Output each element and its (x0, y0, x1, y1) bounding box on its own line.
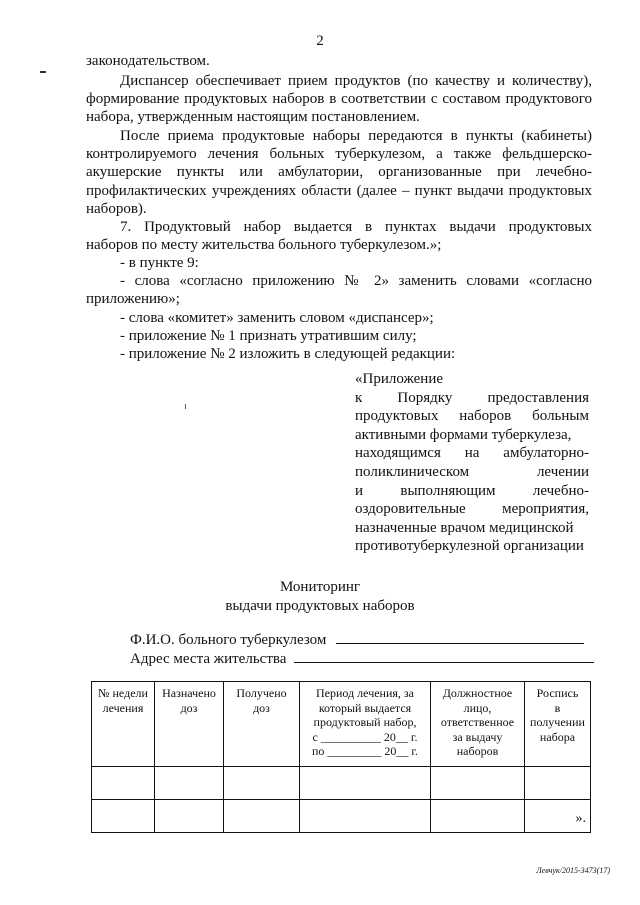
document-code: Левчук/2015-3473(17) (536, 866, 610, 875)
list-item: - в пункте 9: (120, 255, 199, 271)
patient-name-line (336, 629, 584, 644)
patient-name-field (130, 629, 584, 649)
text-line: законодательством. (86, 53, 210, 69)
table-row (92, 800, 591, 833)
header-period: Период лечения, за который выдается продуктовый набор, с __________ 20__ г. по _________ 20__ г. (300, 682, 431, 767)
header-prescribed: Назначено доз (155, 682, 224, 767)
table-cell (431, 767, 525, 800)
form-title-line-1: Мониторинг (279, 579, 361, 595)
page-number: 2 (316, 33, 324, 49)
appendix-line: продуктовых наборов больным (355, 408, 589, 425)
paragraph-4 (86, 218, 592, 254)
table-cell (224, 800, 300, 833)
table-cell (525, 767, 591, 800)
table-cell (431, 800, 525, 833)
paragraph-2 (86, 72, 592, 127)
form-title-line-2: выдачи продуктовых наборов (225, 598, 415, 614)
header-week: № недели лечения (92, 682, 155, 767)
text-line: контролируемого лечения больных туберкулезом, а также фельдшерско- (86, 146, 592, 163)
form-title (0, 578, 640, 616)
text-line: наборов по месту жительства больного туберкулезом.»; (86, 237, 442, 254)
text-line: После приема продуктовые наборы передаются в пункты (кабинеты) (120, 128, 592, 144)
closing-quote: ». (575, 811, 586, 826)
table-cell (92, 767, 155, 800)
text-line: Диспансер обеспечивает прием продуктов (по качеству и количеству), (120, 73, 592, 89)
address-label: Адрес места жительства (130, 651, 287, 667)
list-item: - слова «комитет» заменить словом «диспансер»; (120, 309, 434, 326)
address-field (130, 648, 594, 668)
list-item: приложению»; (86, 291, 180, 308)
table-cell (300, 800, 431, 833)
margin-dot (185, 404, 186, 409)
paragraph-3 (86, 127, 592, 218)
header-responsible: Должностное лицо, ответственное за выдачу наборов (431, 682, 525, 767)
appendix-line: находящимся на амбулаторно- (355, 445, 589, 462)
appendix-line: к Порядку предоставления (355, 389, 589, 406)
text-line: акушерские пункты или амбулатории, организованные при лечебно- (86, 164, 592, 181)
appendix-line: противотуберкулезной организации (355, 538, 584, 555)
header-signature: Роспись в получении набора (525, 682, 591, 767)
text-line: набора, утвержденным настоящим постановлением. (86, 109, 420, 126)
list-item: - слова «согласно приложению № 2» заменить словами «согласно (120, 273, 592, 290)
table-row (92, 767, 591, 800)
appendix-line: назначенные врачом медицинской (355, 519, 574, 536)
appendix-line: активными формами туберкулеза, (355, 426, 572, 443)
table-cell (300, 767, 431, 800)
appendix-line: «Приложение (355, 371, 444, 387)
text-line: профилактических учреждениях области (далее – пункт выдачи продуктовых (86, 182, 592, 199)
table-cell (155, 767, 224, 800)
text-line: наборов). (86, 200, 147, 217)
appendix-line: поликлиническом лечении (355, 463, 589, 480)
table-cell (525, 800, 591, 833)
list-item: - приложение № 1 признать утратившим силу; (120, 327, 417, 344)
patient-name-label: Ф.И.О. больного туберкулезом (130, 632, 327, 648)
text-line: 7. Продуктовый набор выдается в пунктах выдачи продуктовых (120, 219, 592, 235)
table-cell (92, 800, 155, 833)
paragraph-1 (86, 52, 592, 70)
address-line (294, 648, 594, 663)
table-cell (155, 800, 224, 833)
table-cell (224, 767, 300, 800)
monitoring-table (91, 681, 591, 833)
appendix-header (355, 370, 589, 556)
appendix-line: оздоровительные мероприятия, (355, 501, 589, 518)
list-item: - приложение № 2 изложить в следующей редакции: (120, 346, 456, 363)
text-line: формирование продуктовых наборов в соответствии с составом продуктового (86, 91, 592, 108)
table-header-row (92, 682, 591, 767)
margin-mark (40, 71, 46, 73)
appendix-line: и выполняющим лечебно- (355, 482, 589, 499)
header-received: Получено доз (224, 682, 300, 767)
amendment-list (86, 254, 592, 363)
